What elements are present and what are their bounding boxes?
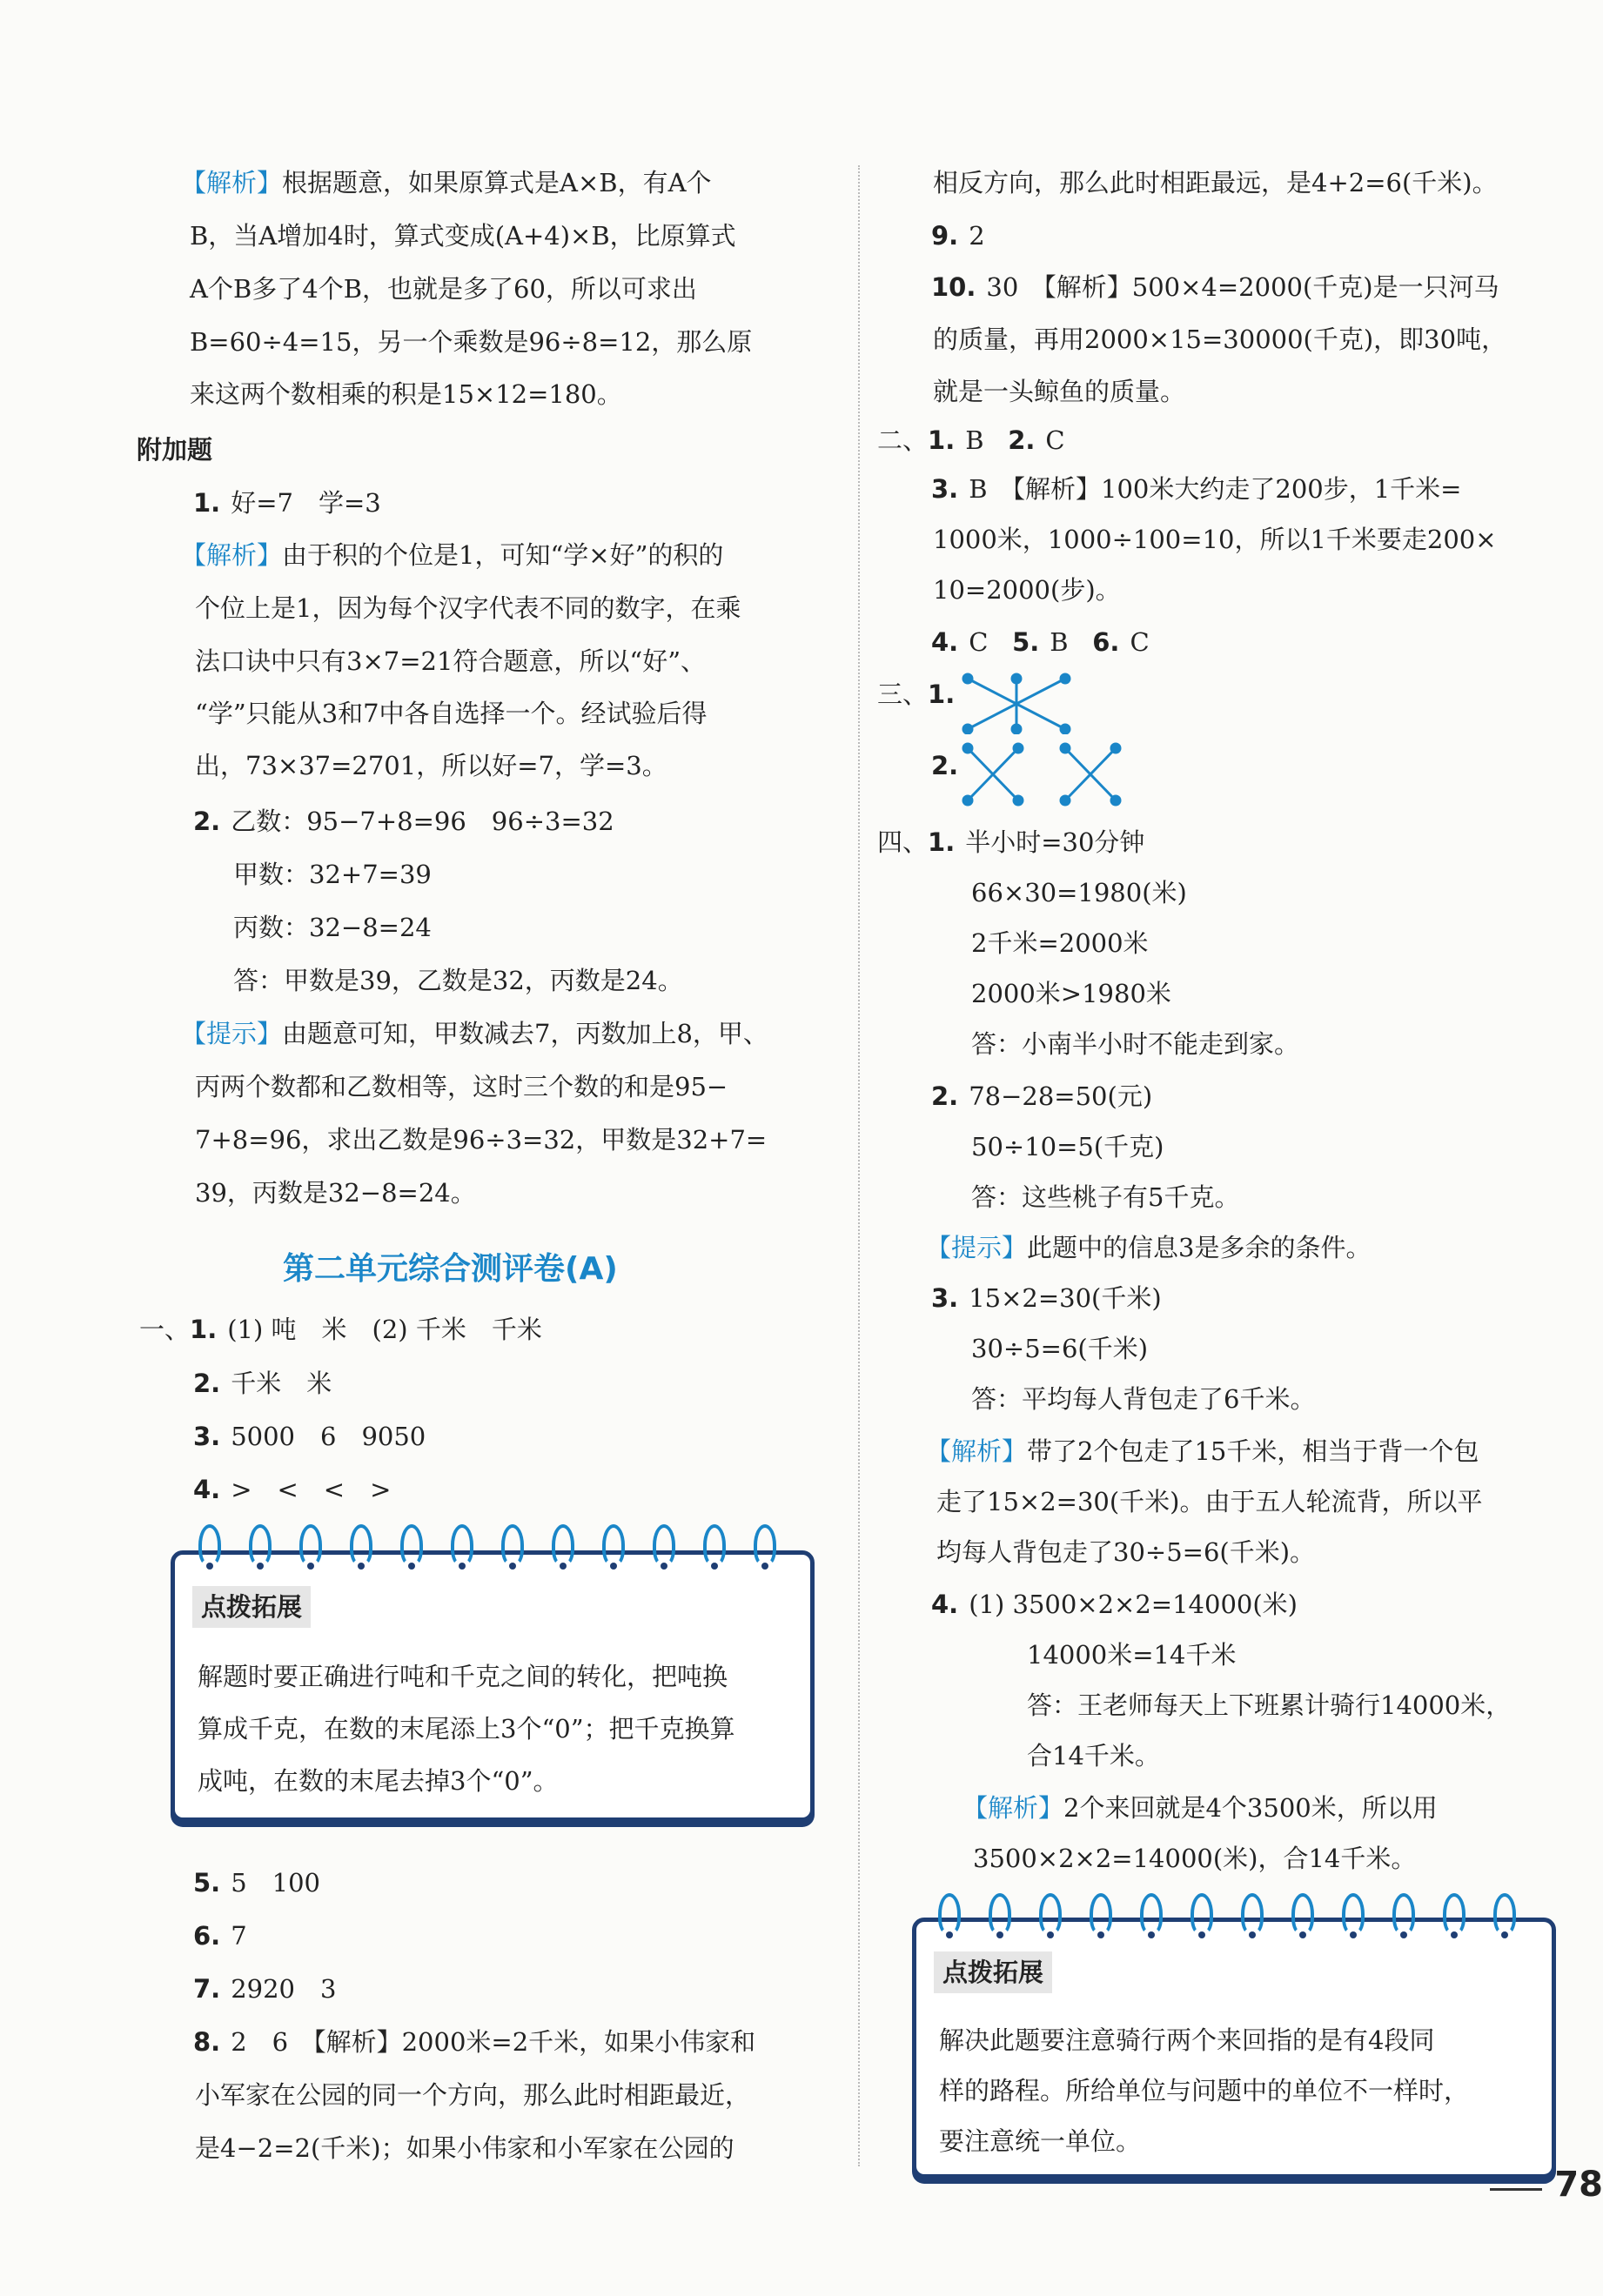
answer: B 【解析】100米大约走了200步，1千米= (969, 474, 1462, 504)
page-number-rule (1490, 2188, 1542, 2191)
analysis-tag: 【解析】 (926, 1436, 1028, 1466)
text-line: “学”只能从3和7中各自选择一个。经试验后得 (195, 699, 708, 728)
question-number: 1. (928, 827, 956, 857)
text-line: 解决此题要注意骑行两个来回指的是有4段同 (939, 2025, 1435, 2055)
answer: 2920 3 (231, 1974, 337, 2004)
ring-icon (299, 1524, 322, 1566)
answer: 5 100 (231, 1868, 321, 1898)
question-number: 9. (931, 221, 959, 251)
analysis-tag: 【解析】 (962, 1793, 1064, 1823)
text-line: 答：平均每人背包走了6千米。 (971, 1384, 1316, 1414)
text-line: 【解析】2个来回就是4个3500米，所以用 (962, 1793, 1438, 1823)
answer: 2 (969, 221, 985, 251)
text-line: 2千米=2000米 (971, 928, 1149, 958)
extra-q1 (193, 485, 381, 520)
ring-icon (754, 1524, 776, 1566)
s1-q3 (193, 1419, 426, 1454)
answer: C (1045, 425, 1065, 455)
s1-q4 (193, 1472, 391, 1507)
text-line: A个B多了4个B，也就是多了60，所以可求出 (190, 274, 697, 304)
answer: 好=7 学=3 (231, 488, 381, 518)
text-line: 7+8=96，求出乙数是96÷3=32，甲数是32+7= (195, 1125, 768, 1155)
answer: C (1130, 627, 1150, 657)
answer: 15×2=30(千米) (969, 1283, 1162, 1313)
question-number: 6. (193, 1921, 221, 1951)
ring-icon (501, 1524, 524, 1566)
question-number: 1. (928, 679, 956, 709)
text-line: 【提示】此题中的信息3是多余的条件。 (926, 1233, 1372, 1262)
analysis-tag: 【解析】 (181, 168, 283, 197)
s1-q2 (193, 1366, 332, 1401)
question-number: 3. (931, 474, 959, 504)
ring-icon (1241, 1893, 1264, 1935)
s4-q1 (877, 825, 1144, 860)
text-line: 丙两个数都和乙数相等，这时三个数的和是95− (195, 1072, 728, 1101)
text-line: 【提示】由题意可知，甲数减去7，丙数加上8，甲、 (181, 1019, 768, 1048)
question-number: 1. (928, 425, 956, 455)
section-label: 二、 (877, 425, 929, 455)
tip-box (171, 1550, 815, 1822)
text-line: 走了15×2=30(千米)。由于五人轮流背，所以平 (936, 1487, 1483, 1516)
question-number: 2. (193, 1369, 221, 1398)
ring-icon (1342, 1893, 1365, 1935)
answer: B (965, 425, 984, 455)
section-title: 第二单元综合测评卷(A) (283, 1251, 618, 1287)
binder-rings (938, 1893, 1544, 1935)
s1-q7 (193, 1971, 336, 2006)
s3-q1 (877, 677, 965, 712)
ring-icon (1191, 1893, 1213, 1935)
ring-icon (249, 1524, 272, 1566)
text-line: 甲数：32+7=39 (233, 860, 432, 889)
question-number: 3. (193, 1422, 221, 1451)
text-line: 相反方向，那么此时相距最远，是4+2=6(千米)。 (933, 168, 1498, 197)
text-line: 3500×2×2=14000(米)，合14千米。 (973, 1844, 1417, 1873)
ring-icon (653, 1524, 675, 1566)
text-line: 样的路程。所给单位与问题中的单位不一样时， (939, 2076, 1470, 2105)
s3-q2-diagram (957, 741, 1131, 807)
text-line: 出，73×37=2701，所以好=7，学=3。 (195, 751, 667, 780)
section-label: 一、 (139, 1315, 191, 1344)
text-line: 1000米，1000÷100=10，所以1千米要走200× (933, 525, 1497, 554)
text-line: 14000米=14千米 (1027, 1640, 1237, 1670)
answer: 78−28=50(元) (969, 1081, 1153, 1111)
text-line: 是4−2=2(千米)；如果小伟家和小军家在公园的 (195, 2133, 734, 2163)
text-line: 解题时要正确进行吨和千克之间的转化，把吨换 (198, 1662, 728, 1691)
text-line: 的质量，再用2000×15=30000(千克)，即30吨， (933, 325, 1507, 354)
page-number: 78 (1554, 2165, 1603, 2205)
tip-box (912, 1918, 1556, 2179)
text-line: 要注意统一单位。 (939, 2126, 1142, 2156)
s4-q2 (931, 1079, 1152, 1114)
answer: (1) 3500×2×2=14000(米) (969, 1590, 1298, 1619)
s1-q8 (193, 2025, 755, 2059)
ring-icon (703, 1524, 726, 1566)
answer: 2 6 【解析】2000米=2千米，如果小伟家和 (231, 2027, 756, 2057)
s2-line4 (931, 625, 1150, 659)
extra-q2 (193, 804, 614, 839)
text-line: 小军家在公园的同一个方向，那么此时相距最近， (195, 2080, 751, 2110)
question-number: 2. (193, 807, 221, 836)
ring-icon (451, 1524, 473, 1566)
question-number: 10. (931, 272, 976, 302)
q9 (931, 218, 985, 253)
text-line: 【解析】带了2个包走了15千米，相当于背一个包 (926, 1436, 1479, 1466)
s3-q1-diagram (957, 672, 1079, 734)
answer: B (1050, 627, 1069, 657)
ring-icon (1443, 1893, 1466, 1935)
text-line: 来这两个数相乘的积是15×12=180。 (190, 379, 622, 409)
tip-box-title: 点拨拓展 (192, 1586, 311, 1628)
q10 (931, 270, 1499, 305)
question-number: 7. (193, 1974, 221, 2004)
s1-q1 (139, 1312, 542, 1347)
text-line: 39，丙数是32−8=24。 (195, 1178, 476, 1208)
answer: > < < > (231, 1475, 392, 1504)
answer: 千米 米 (231, 1369, 332, 1398)
text-line: 成吨，在数的末尾去掉3个“0”。 (198, 1766, 559, 1796)
s2-line1 (877, 423, 1065, 458)
question-number: 5. (193, 1868, 221, 1898)
text-line: 答：小南半小时不能走到家。 (971, 1029, 1300, 1059)
text-line: 30÷5=6(千米) (971, 1334, 1149, 1363)
question-number: 8. (193, 2027, 221, 2057)
s1-q5 (193, 1865, 320, 1900)
text-line: 就是一头鲸鱼的质量。 (933, 377, 1186, 406)
answer: 半小时=30分钟 (965, 827, 1145, 857)
ring-icon (350, 1524, 372, 1566)
column-divider (858, 165, 860, 2166)
text-line: 2000米>1980米 (971, 979, 1171, 1008)
ring-icon (1140, 1893, 1163, 1935)
s1-q6 (193, 1918, 247, 1953)
ring-icon (1291, 1893, 1314, 1935)
text-line: 丙数：32−8=24 (233, 913, 432, 942)
question-number: 4. (931, 1590, 959, 1619)
analysis-tag: 【提示】 (926, 1233, 1028, 1262)
question-number: 6. (1092, 627, 1120, 657)
ring-icon (198, 1524, 221, 1566)
s2-q3 (931, 472, 1461, 506)
ring-icon (938, 1893, 961, 1935)
text-line: 10=2000(步)。 (933, 575, 1121, 605)
question-number: 2. (931, 751, 959, 780)
ring-icon (1039, 1893, 1062, 1935)
question-number: 5. (1012, 627, 1040, 657)
text-line: B，当A增加4时，算式变成(A+4)×B，比原算式 (190, 221, 736, 251)
text-line: 【解析】根据题意，如果原算式是A×B，有A个 (181, 168, 712, 197)
ring-icon (1090, 1893, 1112, 1935)
section-label: 四、 (877, 827, 929, 857)
question-number: 1. (190, 1315, 218, 1344)
question-number: 2. (1008, 425, 1036, 455)
section-label: 三、 (877, 679, 929, 709)
analysis-tag: 【解析】 (181, 540, 283, 570)
text-line: 答：这些桃子有5千克。 (971, 1182, 1240, 1212)
question-number: 3. (931, 1283, 959, 1313)
answer: 5000 6 9050 (231, 1422, 426, 1451)
text-line: 答：王老师每天上下班累计骑行14000米， (1027, 1690, 1512, 1720)
answer: C (969, 627, 989, 657)
binder-rings (198, 1524, 804, 1566)
answer: 30 【解析】500×4=2000(千克)是一只河马 (986, 272, 1499, 302)
answer: 乙数：95−7+8=96 96÷3=32 (231, 807, 614, 836)
text-line: 算成千克，在数的末尾添上3个“0”；把千克换算 (198, 1714, 735, 1744)
question-number: 2. (931, 1081, 959, 1111)
s4-q4 (931, 1587, 1298, 1622)
question-number: 1. (193, 488, 221, 518)
text-line: 合14千米。 (1027, 1741, 1160, 1771)
question-number: 4. (931, 627, 959, 657)
text-line: 均每人背包走了30÷5=6(千米)。 (936, 1537, 1316, 1567)
ring-icon (1392, 1893, 1415, 1935)
text-line: 【解析】由于积的个位是1，可知“学×好”的积的 (181, 540, 724, 570)
ring-icon (400, 1524, 423, 1566)
ring-icon (1493, 1893, 1516, 1935)
extra-heading: 附加题 (137, 435, 213, 465)
s4-q3 (931, 1281, 1162, 1315)
text-line: 法口诀中只有3×7=21符合题意，所以“好”、 (195, 646, 707, 676)
answer: (1) 吨 米 (2) 千米 千米 (227, 1315, 542, 1344)
ring-icon (602, 1524, 625, 1566)
text-line: B=60÷4=15，另一个乘数是96÷8=12，那么原 (190, 327, 753, 357)
ring-icon (552, 1524, 574, 1566)
text-line: 50÷10=5(千克) (971, 1132, 1164, 1161)
ring-icon (989, 1893, 1011, 1935)
text-line: 66×30=1980(米) (971, 878, 1187, 907)
text-line: 答：甲数是39，乙数是32，丙数是24。 (233, 966, 683, 995)
text-line: 个位上是1，因为每个汉字代表不同的数字，在乘 (195, 593, 741, 623)
answer: 7 (231, 1921, 247, 1951)
analysis-tag: 【提示】 (181, 1019, 283, 1048)
tip-box-title: 点拨拓展 (934, 1951, 1052, 1993)
question-number: 4. (193, 1475, 221, 1504)
